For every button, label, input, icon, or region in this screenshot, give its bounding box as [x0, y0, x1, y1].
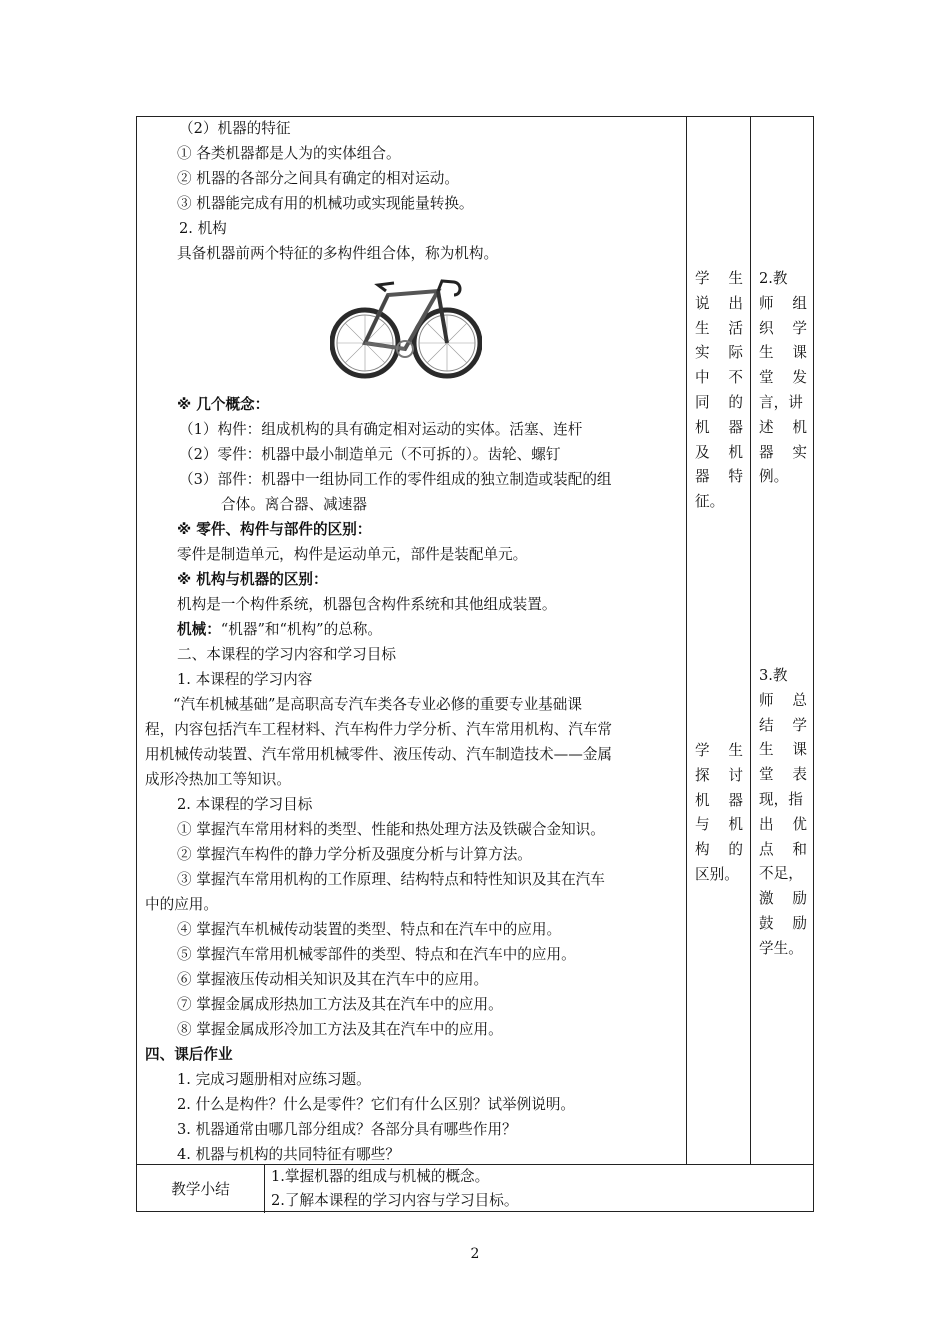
lesson-plan-table — [136, 116, 814, 1212]
homework-item: 2. 什么是构件？什么是零件？它们有什么区别？试举例说明。 — [177, 1096, 576, 1113]
student-activity-line: 器 特 — [695, 468, 743, 486]
student-activity-block-2 — [695, 739, 743, 888]
section-heading: （2）机器的特征 — [179, 120, 291, 137]
homework-item: 1. 完成习题册相对应练习题。 — [177, 1071, 371, 1088]
teacher-activity-line: 点 和 — [759, 840, 807, 858]
teacher-activity-line: 器 实 — [759, 443, 807, 461]
summary-item: 2.了解本课程的学习内容与学习目标。 — [271, 1192, 519, 1209]
goal-item: ② 掌握汽车构件的静力学分析及强度分析与计算方法。 — [177, 846, 532, 863]
term-definition: “机器”和“机构”的总称。 — [220, 621, 382, 638]
definition-item-continued: 合体。离合器、减速器 — [221, 496, 367, 513]
teacher-activity-line: 述 机 — [759, 418, 807, 436]
student-activity-line: 及 机 — [695, 443, 743, 461]
summary-label: 教学小结 — [171, 1181, 230, 1198]
summary-item: 1.掌握机器的组成与机械的概念。 — [271, 1168, 490, 1185]
teacher-activity-block-1 — [759, 267, 807, 490]
section-heading: 2. 机构 — [179, 220, 227, 237]
goal-item: ⑦ 掌握金属成形热加工方法及其在汽车中的应用。 — [177, 996, 503, 1013]
student-activity-line: 生 活 — [695, 319, 743, 337]
teacher-activity-block-2 — [759, 664, 807, 962]
teacher-activity-line: 例。 — [759, 468, 789, 486]
teacher-activity-line: 不足， — [759, 865, 803, 883]
list-item: ① 各类机器都是人为的实体组合。 — [177, 145, 401, 162]
list-item: ② 机器的各部分之间具有确定的相对运动。 — [177, 170, 459, 187]
student-activity-line: 实 际 — [695, 344, 743, 362]
concept-heading: ※ 几个概念： — [177, 396, 270, 413]
goal-item: ③ 掌握汽车常用机构的工作原理、结构特点和特性知识及其在汽车 — [177, 871, 605, 888]
student-activity-line: 同 的 — [695, 393, 743, 411]
teacher-activity-line: 师 组 — [759, 294, 807, 312]
section-heading: 四、课后作业 — [145, 1046, 233, 1063]
student-activity-line: 机 器 — [695, 418, 743, 436]
term-label: 机械： — [177, 621, 221, 638]
divider-summary-label — [264, 1164, 265, 1213]
student-activity-line: 学 生 — [695, 270, 743, 287]
goal-item: ⑤ 掌握汽车常用机械零部件的类型、特点和在汽车中的应用。 — [177, 946, 576, 963]
homework-item: 3. 机器通常由哪几部分组成？各部分具有哪些作用？ — [177, 1121, 517, 1138]
teacher-activity-line: 生 课 — [759, 741, 807, 759]
paragraph: 机构是一个构件系统，机器包含构件系统和其他组成装置。 — [177, 596, 557, 613]
teacher-activity-line: 出 优 — [759, 815, 807, 833]
goal-item: ① 掌握汽车常用材料的类型、性能和热处理方法及铁碳合金知识。 — [177, 821, 605, 838]
student-activity-line: 征。 — [695, 493, 725, 511]
concept-heading: ※ 零件、构件与部件的区别： — [177, 521, 372, 538]
definition-item: （2）零件：机器中最小制造单元（不可拆的）。齿轮、螺钉 — [179, 446, 561, 463]
definition-item: （1）构件：组成机构的具有确定相对运动的实体。活塞、连杆 — [179, 421, 583, 438]
goal-item: ⑧ 掌握金属成形冷加工方法及其在汽车中的应用。 — [177, 1021, 503, 1038]
teacher-activity-line: 堂 发 — [759, 369, 807, 387]
teacher-activity-line: 生 课 — [759, 344, 807, 362]
teacher-activity-line: 堂 表 — [759, 766, 807, 784]
teacher-activity-line: 现，指 — [759, 790, 803, 808]
teacher-activity-line: 言，讲 — [759, 393, 803, 411]
paragraph: 零件是制造单元，构件是运动单元，部件是装配单元。 — [177, 546, 528, 563]
subsection-heading: 1. 本课程的学习内容 — [177, 671, 313, 688]
student-activity-line: 区别。 — [695, 865, 739, 883]
goal-item: ④ 掌握汽车机械传动装置的类型、特点和在汽车中的应用。 — [177, 921, 562, 938]
teacher-activity-line: 结 学 — [759, 716, 807, 734]
goal-item-continued: 中的应用。 — [145, 896, 218, 913]
student-activity-line: 说 出 — [695, 294, 743, 312]
teacher-activity-line: 师 总 — [759, 691, 807, 709]
student-activity-line: 机 器 — [695, 791, 743, 809]
teacher-activity-line: 2.教 — [759, 270, 788, 287]
homework-item: 4. 机器与机构的共同特征有哪些？ — [177, 1146, 400, 1163]
student-activity-line: 探 讨 — [695, 766, 743, 784]
divider-col-main — [686, 117, 687, 1164]
paragraph-line: “汽车机械基础”是高职高专汽车类各专业必修的重要专业基础课 — [173, 696, 582, 713]
definition-item: （3）部件：机器中一组协同工作的零件组成的独立制造或装配的组 — [179, 471, 612, 488]
student-activity-line: 学 生 — [695, 742, 743, 759]
divider-col-student — [750, 117, 751, 1164]
concept-heading: ※ 机构与机器的区别： — [177, 571, 328, 588]
student-activity-block-1 — [695, 267, 743, 515]
section-heading: 二、本课程的学习内容和学习目标 — [177, 646, 396, 663]
teacher-activity-line: 织 学 — [759, 319, 807, 337]
paragraph-line: 程，内容包括汽车工程材料、汽车构件力学分析、汽车常用机构、汽车常 — [145, 721, 613, 738]
teacher-activity-line: 3.教 — [759, 667, 788, 684]
teacher-activity-line: 激 励 — [759, 890, 807, 908]
page-number: 2 — [470, 1246, 480, 1262]
bicycle-image — [330, 273, 482, 383]
paragraph: 具备机器前两个特征的多构件组合体，称为机构。 — [177, 245, 499, 262]
teacher-activity-line: 鼓 励 — [759, 914, 807, 932]
student-activity-line: 与 机 — [695, 816, 743, 834]
student-activity-line: 构 的 — [695, 841, 743, 859]
student-activity-line: 中 不 — [695, 369, 743, 387]
teacher-activity-line: 学生。 — [759, 939, 803, 957]
paragraph-line: 成形冷热加工等知识。 — [145, 771, 291, 788]
subsection-heading: 2. 本课程的学习目标 — [177, 796, 313, 813]
definition-line — [177, 621, 382, 639]
paragraph-line: 用机械传动装置、汽车常用机械零件、液压传动、汽车制造技术——金属 — [145, 746, 613, 763]
goal-item: ⑥ 掌握液压传动相关知识及其在汽车中的应用。 — [177, 971, 489, 988]
list-item: ③ 机器能完成有用的机械功或实现能量转换。 — [177, 195, 474, 212]
